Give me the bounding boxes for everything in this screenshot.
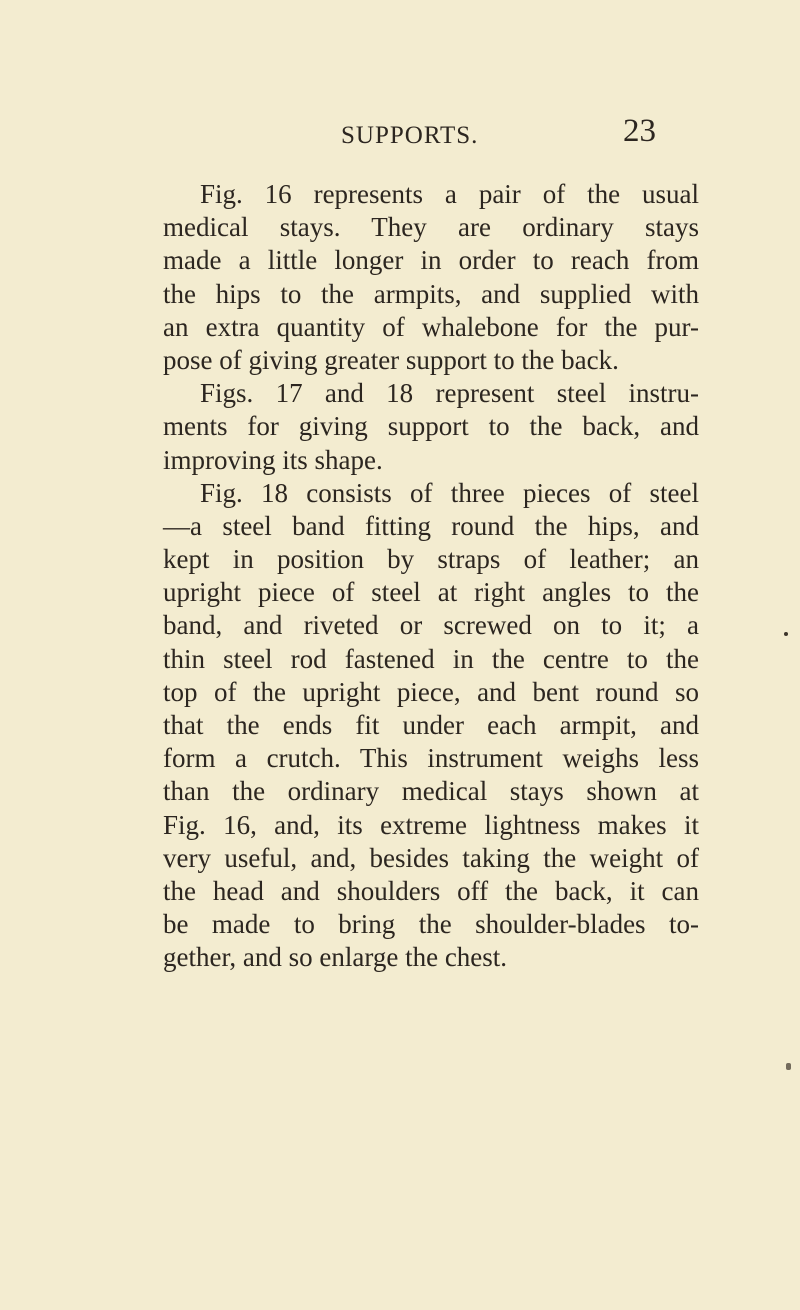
text-line: an extra quantity of whalebone for the pur-	[163, 311, 699, 342]
text-line: the hips to the armpits, and supplied with	[163, 278, 699, 309]
text-line: improving its shape.	[163, 444, 383, 475]
ink-speck	[784, 632, 788, 636]
text-line: gether, and so enlarge the chest.	[163, 942, 508, 973]
text-line: top of the upright piece, and bent round so	[163, 676, 699, 707]
ink-speck	[786, 1063, 791, 1070]
text-line: kept in position by straps of leather; an	[163, 544, 699, 575]
text-line: than the ordinary medical stays shown at	[163, 776, 699, 807]
running-head: SUPPORTS.	[341, 122, 479, 149]
paragraph-figs-17-18	[163, 377, 699, 477]
text-line: very useful, and, besides taking the weight of	[163, 842, 699, 873]
text-line: ments for giving support to the back, and	[163, 411, 699, 442]
text-line: upright piece of steel at right angles to the	[163, 577, 699, 608]
text-line: Fig. 16, and, its extreme lightness makes it	[163, 809, 699, 840]
text-line: form a crutch. This instrument weighs less	[163, 743, 699, 774]
text-line: made a little longer in order to reach from	[163, 245, 699, 276]
text-line: Figs. 17 and 18 represent steel instru-	[200, 378, 699, 409]
page-header	[0, 112, 800, 162]
page-number: 23	[623, 113, 656, 149]
text-line: thin steel rod fastened in the centre to the	[163, 643, 699, 674]
text-line: the head and shoulders off the back, it can	[163, 875, 699, 906]
text-line: Fig. 16 represents a pair of the usual	[200, 179, 699, 209]
text-line: —a steel band fitting round the hips, and	[163, 510, 699, 541]
text-line: medical stays. They are ordinary stays	[163, 212, 699, 243]
text-line: that the ends fit under each armpit, and	[163, 710, 699, 740]
paragraph-fig-18	[163, 477, 699, 975]
paragraph-fig-16	[163, 178, 699, 377]
text-line: pose of giving greater support to the back.	[163, 344, 619, 375]
text-line: band, and riveted or screwed on to it; a	[163, 610, 699, 641]
body-text	[163, 178, 699, 975]
text-line: Fig. 18 consists of three pieces of steel	[200, 477, 699, 508]
text-line: be made to bring the shoulder-blades to-	[163, 909, 699, 940]
